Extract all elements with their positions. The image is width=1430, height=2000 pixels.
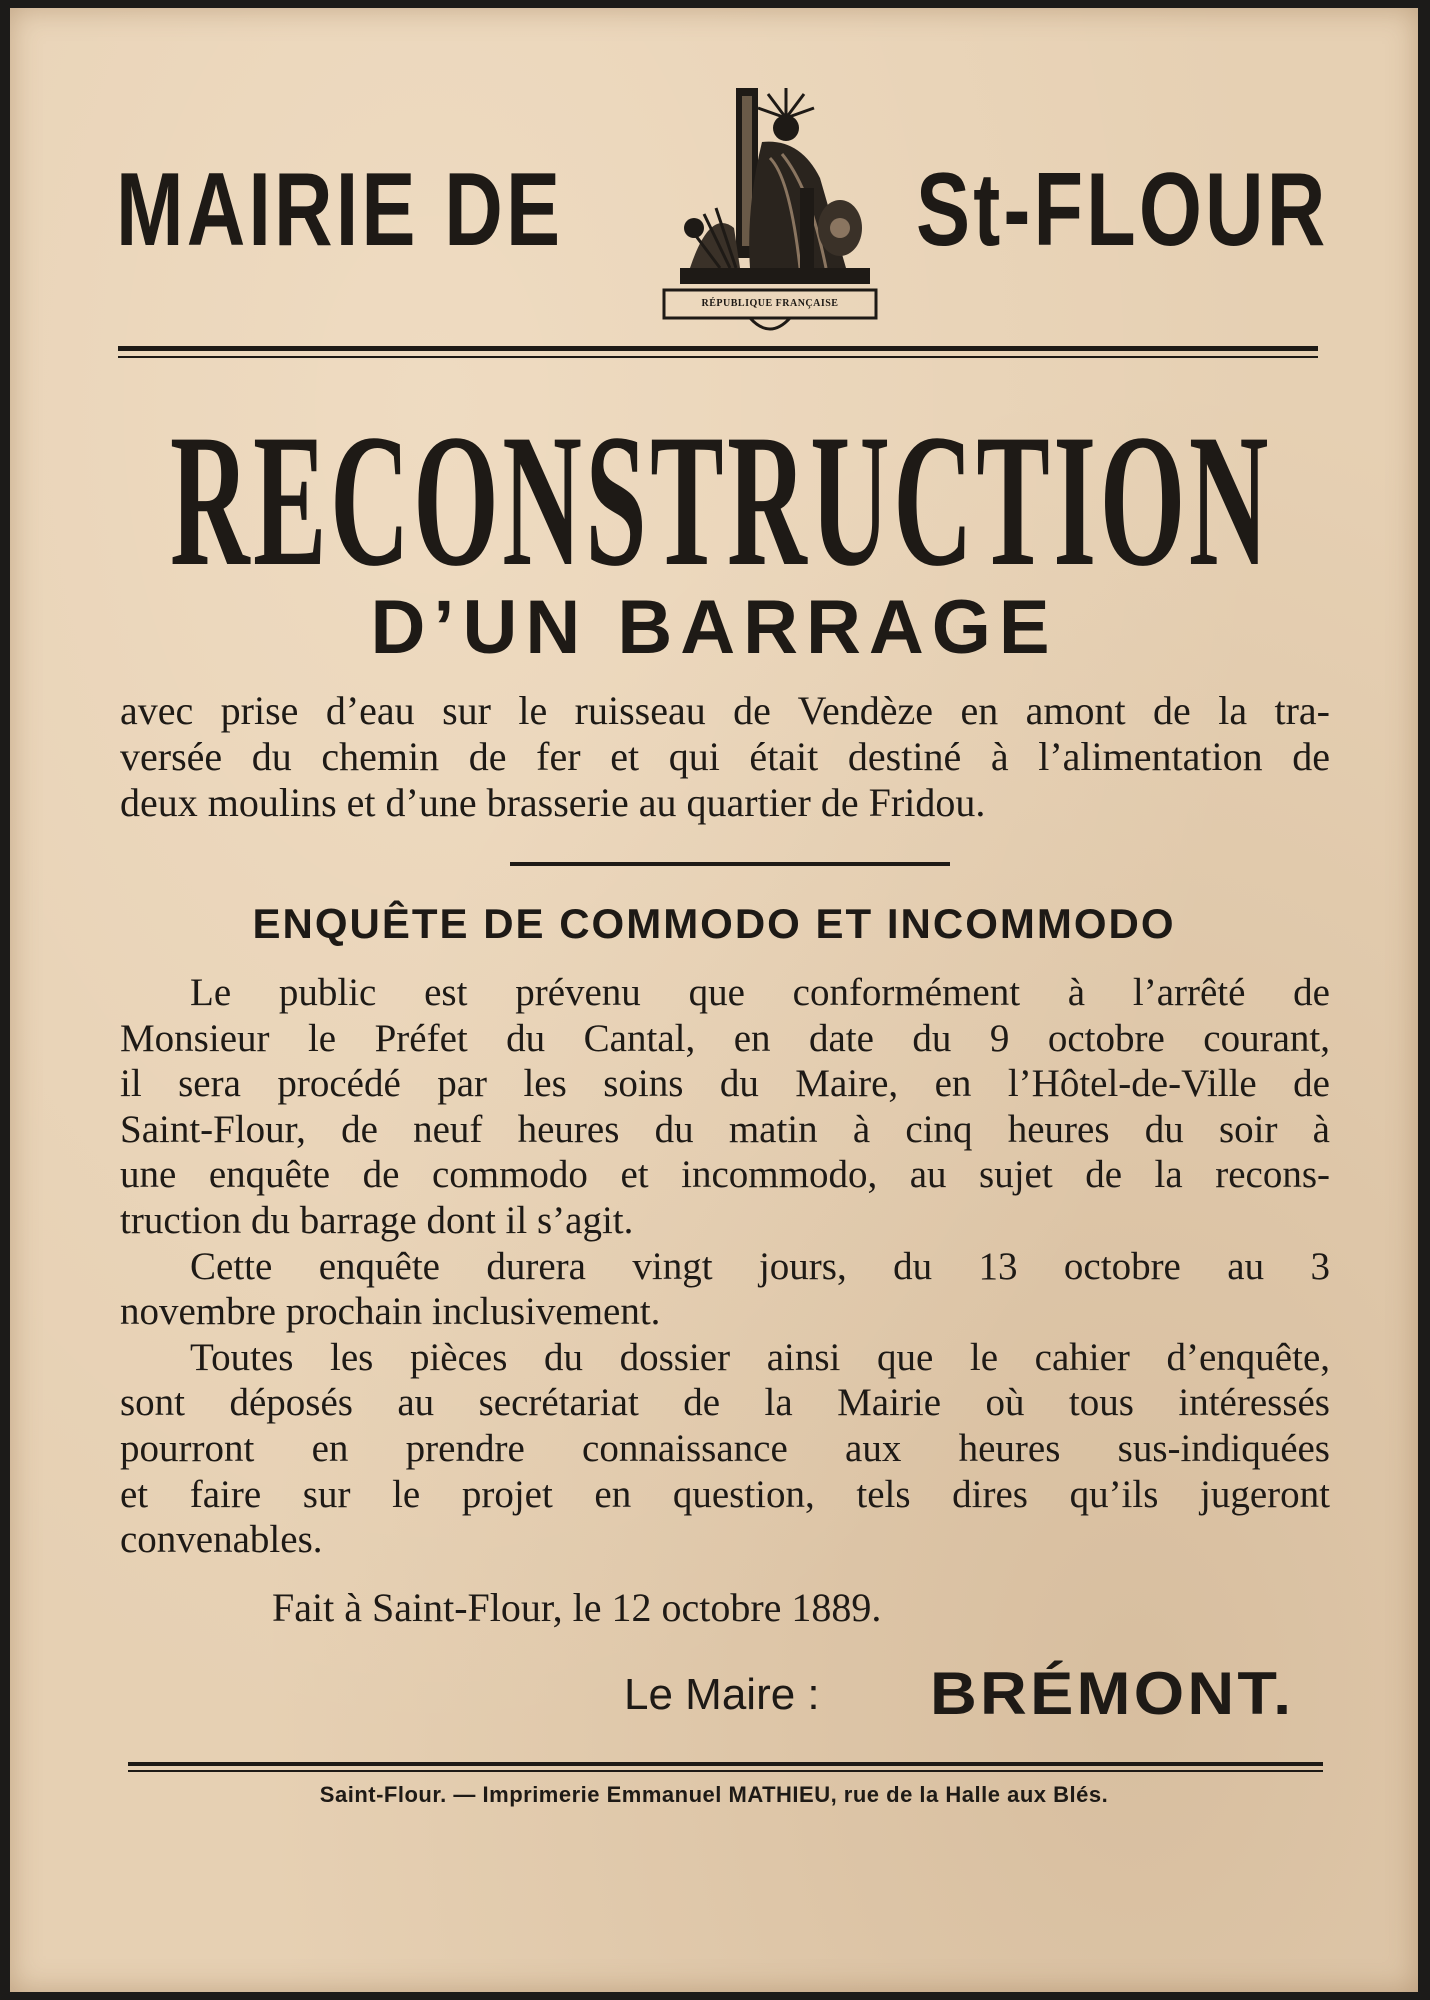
printer-imprint: Saint-Flour. — Imprimerie Emmanuel MATHIEU, rue de la Halle aux Blés. <box>319 1782 1109 1807</box>
body-line: Toutes les pièces du dossier ainsi que le cahier d’enquête, <box>190 1335 1330 1379</box>
body-line: il sera procédé par les soins du Maire, en l’Hôtel-de-Ville de <box>120 1062 1330 1106</box>
body-line: et faire sur le projet en question, tels dires qu’ils jugeront <box>120 1472 1330 1516</box>
signature-name: BRÉMONT. <box>930 1660 1295 1727</box>
intro-line: avec prise d’eau sur le ruisseau de Vendèze en amont de la tra- <box>120 688 1330 733</box>
section-title: ENQUÊTE DE COMMODO ET INCOMMODO <box>252 900 1176 947</box>
body-line: convenables. <box>120 1518 323 1562</box>
intro-line: versée du chemin de fer et qui était destiné à l’alimentation de <box>120 734 1330 779</box>
body-line: truction du barrage dont il s’agit. <box>120 1198 634 1242</box>
header-right: St-FLOUR <box>916 152 1329 268</box>
body-line: sont déposés au secrétariat de la Mairie où tous intéressés <box>120 1381 1330 1425</box>
header-rule-thin <box>118 356 1318 358</box>
body-line: Cette enquête durera vingt jours, du 13 octobre au 3 <box>190 1244 1330 1288</box>
signature-label: Le Maire : <box>624 1670 820 1719</box>
header-rule <box>118 346 1318 351</box>
body-line: pourront en prendre connaissance aux heures sus-indiquées <box>120 1426 1330 1470</box>
section-divider <box>510 862 950 866</box>
intro-paragraph <box>120 688 1330 826</box>
title-sub: D’UN BARRAGE <box>370 585 1058 670</box>
poster-sheet <box>10 8 1418 1992</box>
body-line: Saint-Flour, de neuf heures du matin à cinq heures du soir à <box>120 1107 1330 1151</box>
body-line: Monsieur le Préfet du Cantal, en date du 9 octobre courant, <box>120 1016 1330 1060</box>
closing-date: Fait à Saint-Flour, le 12 octobre 1889. <box>272 1585 882 1630</box>
intro-line: deux moulins et d’une brasserie au quartier de Fridou. <box>120 780 986 825</box>
emblem-caption: RÉPUBLIQUE FRANÇAISE <box>701 298 839 309</box>
body-text <box>120 970 1330 1563</box>
title-main: RECONSTRUCTION <box>170 396 1272 606</box>
header-left: MAIRIE DE <box>116 152 564 268</box>
footer-rule-thin <box>128 1770 1323 1772</box>
body-line: une enquête de commodo et incommodo, au sujet de la recons- <box>120 1153 1330 1197</box>
body-line: novembre prochain inclusivement. <box>120 1290 661 1334</box>
footer-rule <box>128 1762 1323 1766</box>
body-line: Le public est prévenu que conformément à l’arrêté de <box>190 971 1330 1014</box>
marianne-emblem-icon <box>650 78 890 340</box>
